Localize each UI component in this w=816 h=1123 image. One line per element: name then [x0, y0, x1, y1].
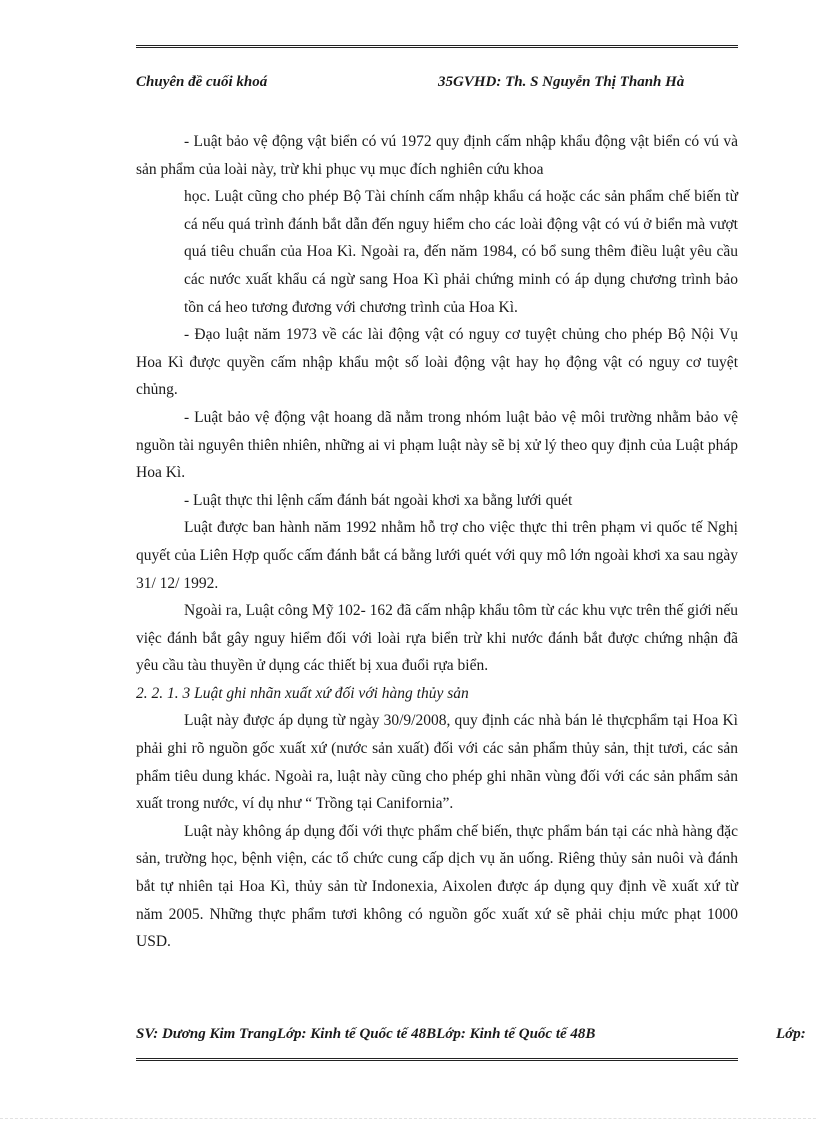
document-body: [136, 128, 738, 956]
paragraph: - Luật thực thi lệnh cấm đánh bát ngoài khơi xa bằng lưới quét: [184, 491, 573, 509]
paragraph: - Luật bảo vệ động vật hoang dã nằm trong nhóm luật bảo vệ môi trường nhằm bảo vệ nguồn tài nguyên thiên nhiên, những ai vi phạm luật này sẽ bị xử lý theo quy định của Luật pháp Hoa Kì.: [136, 408, 738, 482]
footer-rule: [136, 1058, 738, 1061]
header-title: Chuyên đề cuối khoá: [136, 74, 268, 90]
paragraph-continued: học. Luật cũng cho phép Bộ Tài chính cấm nhập khẩu cá hoặc các sản phẩm chế biến từ cá nếu quá trình đánh bắt dẫn đến nguy hiểm cho các loài động vật có vú ở biển mà vượt quá tiêu chuẩn của Hoa Kì. Ngoài ra, đến năm 1984, có bổ sung thêm điều luật yêu cầu các nước xuất khẩu cá ngừ sang Hoa Kì phải chứng minh có áp dụng chương trình bảo tồn cá heo tương đương với chương trình của Hoa Kì.: [184, 188, 738, 316]
paragraph: Luật này được áp dụng từ ngày 30/9/2008, quy định các nhà bán lẻ thựcphẩm tại Hoa Kì phải ghi rõ nguồn gốc xuất xứ (nước sản xuất) đối với các sản phẩm thủy sản, thịt tươi, các sản phẩm tiêu dung khác. Ngoài ra, luật này cũng cho phép ghi nhãn vùng đối với các sản phẩm sản xuất trong nước, ví dụ như “ Trồng tại Canifornia”.: [136, 712, 738, 813]
footer-student: SV: Dương Kim TrangLớp: Kinh tế Quốc tế 48BLớp: Kinh tế Quốc tế 48B: [136, 1026, 596, 1042]
paragraph: Luật này không áp dụng đối với thực phẩm chế biến, thực phẩm bán tại các nhà hàng đặc sản, trường học, bệnh viện, các tổ chức cung cấp dịch vụ ăn uống. Riêng thủy sản nuôi và đánh bắt tự nhiên tại Hoa Kì, thủy sản từ Indonexia, Aixolen được áp dụng quy định về xuất xứ từ năm 2005. Những thực phẩm tươi không có nguồn gốc xuất xứ sẽ phải chịu mức phạt 1000 USD.: [136, 822, 738, 951]
page-edge: [0, 1118, 816, 1119]
header-rule: [136, 45, 738, 48]
paragraph: Ngoài ra, Luật công Mỹ 102- 162 đã cấm nhập khẩu tôm từ các khu vực trên thế giới nếu việc đánh bắt gây nguy hiểm đối với loài rựa biển trừ khi nước đánh bắt được chứng nhận đã yêu cầu tàu thuyền ử dụng các thiết bị xua đuổi rựa biển.: [136, 602, 738, 675]
paragraph: - Đạo luật năm 1973 về các lài động vật có nguy cơ tuyệt chủng cho phép Bộ Nội Vụ Hoa Kì được quyền cấm nhập khẩu một số loài động vật hay họ động vật có nguy cơ tuyệt chủng.: [136, 326, 738, 399]
footer-class: Lớp:: [776, 1026, 806, 1042]
section-heading: 2. 2. 1. 3 Luật ghi nhãn xuất xứ đối với hàng thủy sản: [136, 684, 469, 702]
header-supervisor: 35GVHD: Th. S Nguyễn Thị Thanh Hà: [438, 74, 685, 90]
paragraph: - Luật bảo vệ động vật biển có vú 1972 quy định cấm nhập khẩu động vật biển có vú và sản phẩm của loài này, trừ khi phục vụ mục đích nghiên cứu khoa: [136, 133, 738, 178]
paragraph: Luật được ban hành năm 1992 nhằm hỗ trợ cho việc thực thi trên phạm vi quốc tế Nghị quyết của Liên Hợp quốc cấm đánh bắt cá bằng lưới quét với quy mô lớn ngoài khơi xa sau ngày 31/ 12/ 1992.: [136, 519, 738, 592]
